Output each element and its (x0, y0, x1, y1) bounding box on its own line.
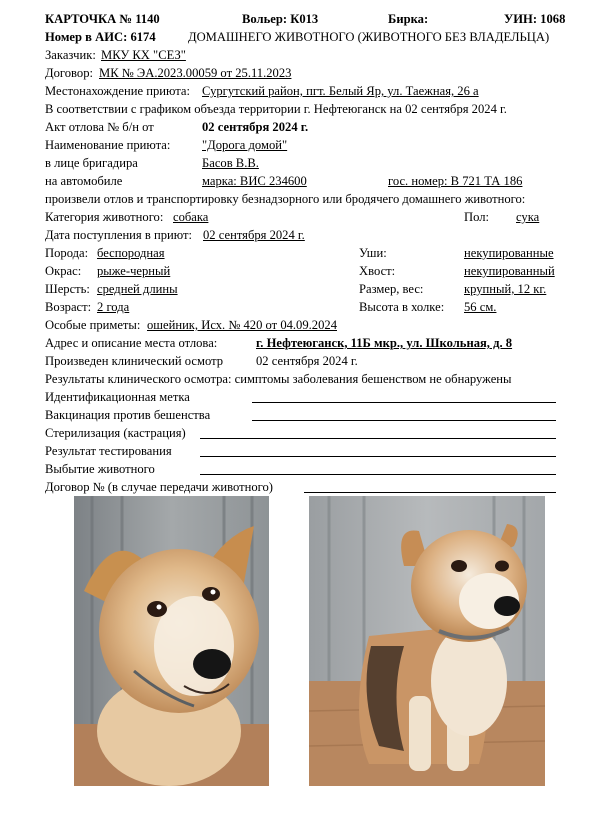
age-value: 2 года (97, 300, 130, 314)
customer-label: Заказчик: (45, 48, 96, 62)
vehicle-plate: гос. номер: В 721 ТА 186 (388, 174, 523, 188)
age-label: Возраст: (45, 300, 92, 314)
vaccination-line (252, 420, 556, 421)
breed-label: Порода: (45, 246, 89, 260)
marks-value: ошейник, Исх. № 420 от 04.09.2024 (147, 318, 337, 332)
enclosure-number: Вольер: К013 (242, 12, 319, 26)
category-value: собака (173, 210, 209, 224)
tail-label: Хвост: (359, 264, 396, 278)
dog-photo-closeup (74, 496, 269, 786)
capture-place-label: Адрес и описание места отлова: (45, 336, 218, 350)
customer-value: МКУ КХ "СЕЗ" (101, 48, 186, 62)
fur-label: Шерсть: (45, 282, 90, 296)
disposal-label: Выбытие животного (45, 462, 155, 476)
exam-results: Результаты клинического осмотра: симптомы заболевания бешенством не обнаружены (45, 372, 512, 386)
document-title: ДОМАШНЕГО ЖИВОТНОГО (ЖИВОТНОГО БЕЗ ВЛАДЕЛЬЦА) (188, 30, 550, 44)
schedule-text: В соответствии с графиком объезда территории г. Нефтеюганск на 02 сентября 2024 г. (45, 102, 507, 116)
marks-label: Особые приметы: (45, 318, 141, 332)
shelter-name-value: "Дорога домой" (202, 138, 288, 152)
height-label: Высота в холке: (359, 300, 445, 314)
foreman-value: Басов В.В. (202, 156, 259, 170)
vehicle-model: марка: ВИС 234600 (202, 174, 307, 188)
color-value: рыже-черный (97, 264, 171, 278)
capture-act-label: Акт отлова № б/н от (45, 120, 154, 134)
testing-line (200, 456, 556, 457)
capture-text: произвели отлов и транспортировку безнадзорного или бродячего домашнего животного: (45, 192, 526, 206)
transfer-contract-label: Договор № (в случае передачи животного) (45, 480, 274, 494)
sterilization-label: Стерилизация (кастрация) (45, 426, 186, 440)
sex-value: сука (516, 210, 540, 224)
sex-label: Пол: (464, 210, 490, 224)
vaccination-label: Вакцинация против бешенства (45, 408, 211, 422)
tail-value: некупированный (464, 264, 555, 278)
ears-label: Уши: (359, 246, 387, 260)
size-label: Размер, вес: (359, 282, 424, 296)
color-label: Окрас: (45, 264, 82, 278)
breed-value: беспородная (97, 246, 165, 260)
capture-place-value: г. Нефтеюганск, 11Б мкр., ул. Школьная, д. 8 (256, 336, 513, 350)
exam-date: 02 сентября 2024 г. (256, 354, 358, 368)
foreman-label: в лице бригадира (45, 156, 138, 170)
transfer-contract-line (304, 492, 556, 493)
vehicle-label: на автомобиле (45, 174, 123, 188)
disposal-line (200, 474, 556, 475)
ears-value: некупированные (464, 246, 554, 260)
id-tag-line (252, 402, 556, 403)
capture-act-date: 02 сентября 2024 г. (202, 120, 309, 134)
shelter-name-label: Наименование приюта: (45, 138, 171, 152)
ais-number: Номер в АИС: 6174 (45, 30, 156, 44)
uin-number: УИН: 1068 (504, 12, 566, 26)
contract-label: Договор: (45, 66, 93, 80)
arrival-label: Дата поступления в приют: (45, 228, 192, 242)
sterilization-line (200, 438, 556, 439)
dog-photo-sitting (309, 496, 545, 786)
card-number: КАРТОЧКА № 1140 (45, 12, 160, 26)
size-value: крупный, 12 кг. (464, 282, 547, 296)
contract-value: МК № ЭА.2023.00059 от 25.11.2023 (99, 66, 292, 80)
tag-label: Бирка: (388, 12, 429, 26)
id-tag-label: Идентификационная метка (45, 390, 190, 404)
category-label: Категория животного: (45, 210, 164, 224)
shelter-location-value: Сургутский район, пгт. Белый Яр, ул. Таежная, 26 а (202, 84, 479, 98)
height-value: 56 см. (464, 300, 497, 314)
shelter-location-label: Местонахождение приюта: (45, 84, 190, 98)
testing-label: Результат тестирования (45, 444, 172, 458)
exam-label: Произведен клинический осмотр (45, 354, 224, 368)
arrival-value: 02 сентября 2024 г. (203, 228, 305, 242)
fur-value: средней длины (97, 282, 178, 296)
